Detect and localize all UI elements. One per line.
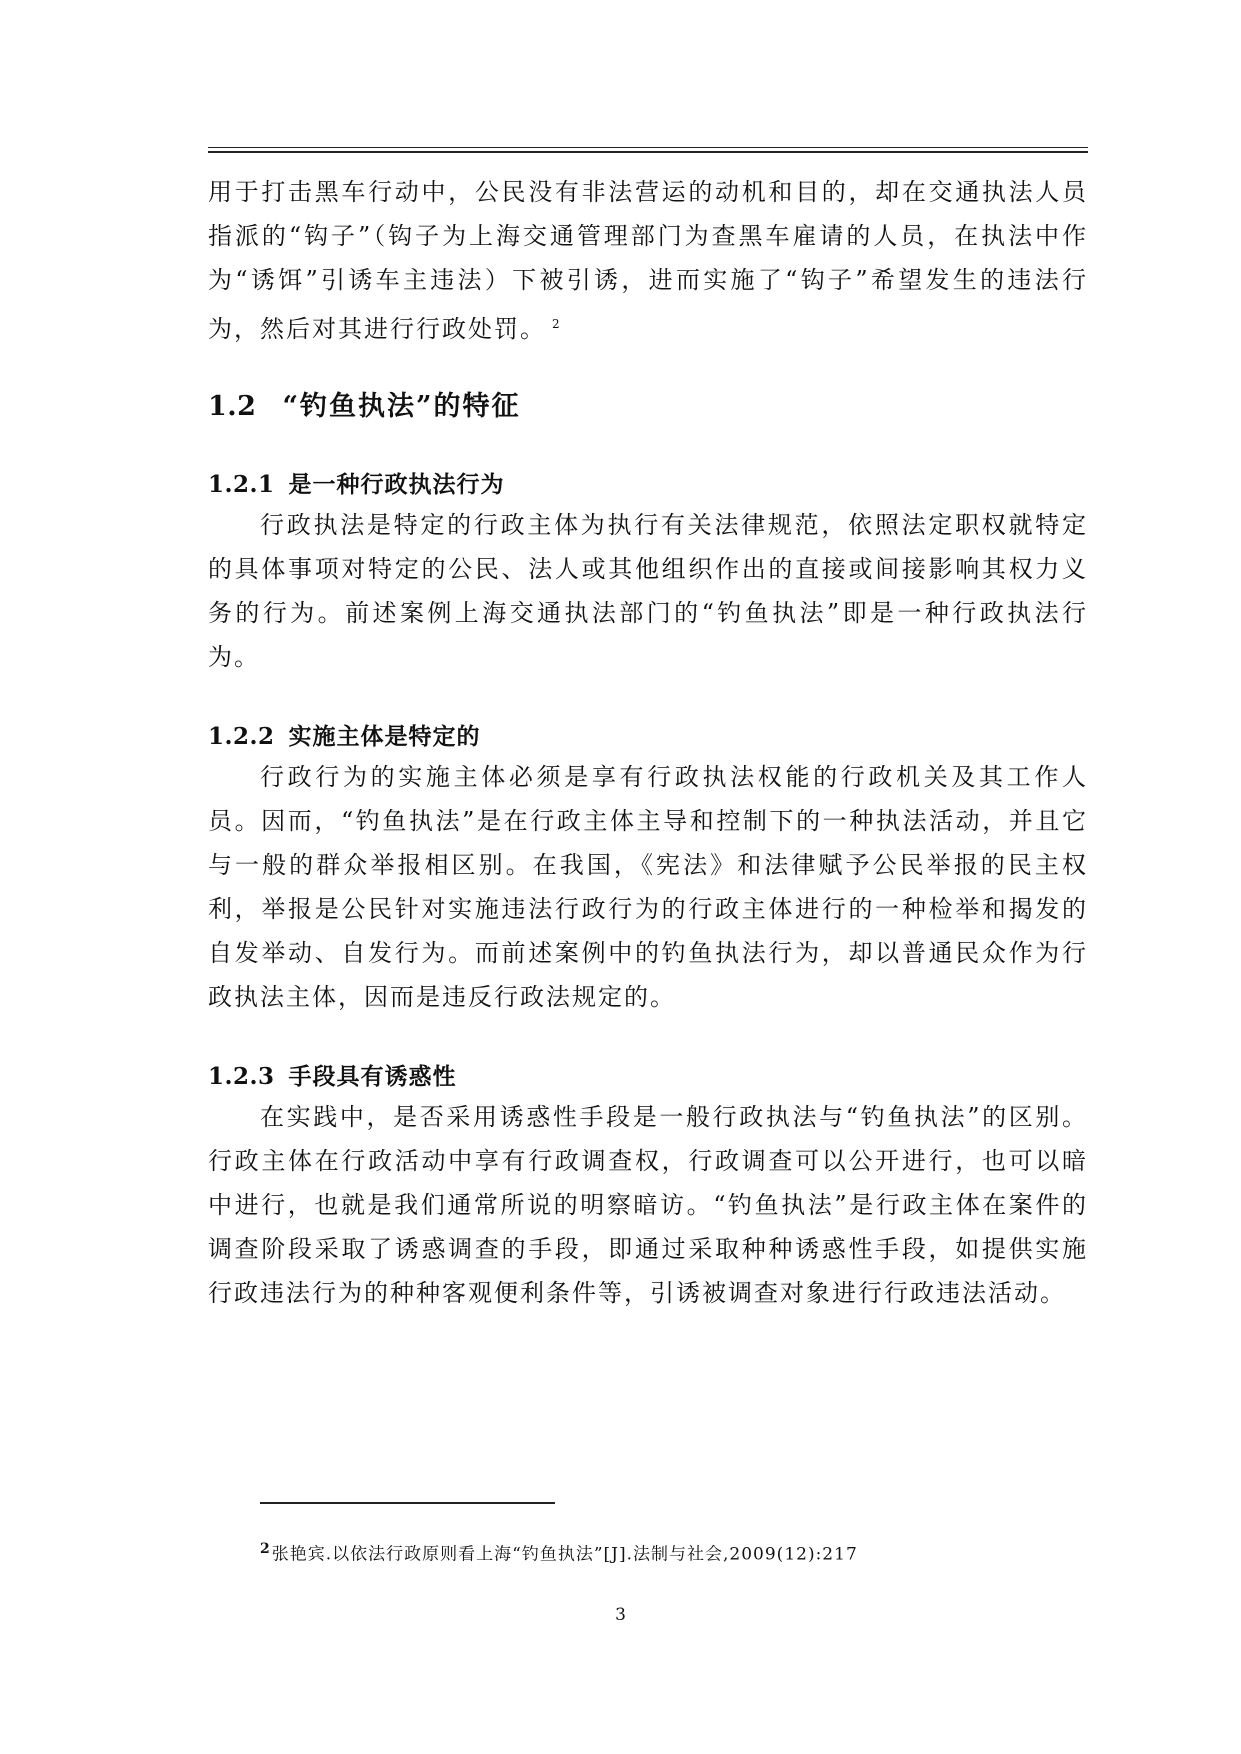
subsection-heading bbox=[208, 467, 1088, 503]
subsection-heading bbox=[208, 1059, 1088, 1095]
section-title: “钓鱼执法”的特征 bbox=[282, 391, 521, 422]
subsection-number: 1.2.3 bbox=[208, 1063, 275, 1090]
subsection-title: 是一种行政执法行为 bbox=[288, 471, 505, 498]
page-body bbox=[208, 170, 1088, 1315]
section-heading bbox=[208, 387, 1088, 427]
header-rule-thick bbox=[208, 151, 1088, 153]
footnote-reference: 2 bbox=[552, 317, 560, 331]
header-rule bbox=[208, 147, 1088, 148]
footnote-mark: 2 bbox=[260, 1541, 271, 1557]
intro-paragraph bbox=[208, 170, 1088, 351]
footnote-separator bbox=[260, 1502, 555, 1504]
subsection-number: 1.2.1 bbox=[208, 471, 275, 498]
section-number: 1.2 bbox=[208, 391, 257, 422]
page-number: 3 bbox=[615, 1605, 626, 1625]
subsection-paragraph: 行政执法是特定的行政主体为执行有关法律规范，依照法定职权就特定的具体事项对特定的公民、法人或其他组织作出的直接或间接影响其权力义务的行为。前述案例上海交通执法部门的“钓鱼执法”即是一种行政执法行为。 bbox=[208, 511, 1088, 671]
intro-text: 用于打击黑车行动中，公民没有非法营运的动机和目的，却在交通执法人员指派的“钩子”（钩子为上海交通管理部门为查黑车雇请的人员，在执法中作为“诱饵”引诱车主违法）下被引诱，进而实施了“钩子”希望发生的违法行为，然后对其进行行政处罚。 bbox=[208, 178, 1088, 343]
subsection-title: 手段具有诱惑性 bbox=[288, 1063, 457, 1090]
subsection-paragraph: 在实践中，是否采用诱惑性手段是一般行政执法与“钓鱼执法”的区别。行政主体在行政活动中享有行政调查权，行政调查可以公开进行，也可以暗中进行，也就是我们通常所说的明察暗访。“钓鱼执法”是行政主体在案件的调查阶段采取了诱惑调查的手段，即通过采取种种诱惑性手段，如提供实施行政违法行为的种种客观便利条件等，引诱被调查对象进行行政违法活动。 bbox=[208, 1103, 1088, 1307]
subsection-heading bbox=[208, 719, 1088, 755]
subsection-number: 1.2.2 bbox=[208, 723, 275, 750]
footnote bbox=[260, 1536, 858, 1568]
subsection-paragraph: 行政行为的实施主体必须是享有行政执法权能的行政机关及其工作人员。因而，“钓鱼执法”是在行政主体主导和控制下的一种执法活动，并且它与一般的群众举报相区别。在我国，《宪法》和法律赋予公民举报的民主权利，举报是公民针对实施违法行政行为的行政主体进行的一种检举和揭发的自发举动、自发行为。而前述案例中的钓鱼执法行为，却以普通民众作为行政执法主体，因而是违反行政法规定的。 bbox=[208, 763, 1088, 1011]
footnote-text: 张艳宾.以依法行政原则看上海“钓鱼执法”[J].法制与社会,2009(12):217 bbox=[271, 1544, 858, 1565]
subsection-title: 实施主体是特定的 bbox=[288, 723, 481, 750]
